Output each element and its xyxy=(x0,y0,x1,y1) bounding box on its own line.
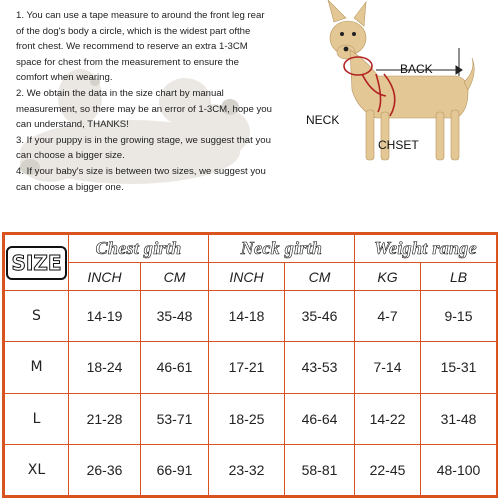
table-cell: 14-19 xyxy=(69,291,141,342)
unit-header: INCH xyxy=(69,263,141,291)
table-cell: 22-45 xyxy=(355,444,421,495)
back-label: BACK xyxy=(400,62,433,76)
table-cell: 35-46 xyxy=(285,291,355,342)
table-cell: 31-48 xyxy=(421,393,497,444)
instruction-line: space for chest from the measurement to ensure the xyxy=(16,56,239,68)
table-cell: 17-21 xyxy=(209,342,285,393)
unit-header: CM xyxy=(285,263,355,291)
table-cell: 18-25 xyxy=(209,393,285,444)
unit-header: INCH xyxy=(209,263,285,291)
table-cell: 46-64 xyxy=(285,393,355,444)
table-cell: 26-36 xyxy=(69,444,141,495)
neck-girth-header: Neck girth xyxy=(240,238,323,258)
table-cell: 46-61 xyxy=(141,342,209,393)
table-cell: 14-18 xyxy=(209,291,285,342)
neck-label: NECK xyxy=(306,113,340,127)
unit-header: CM xyxy=(141,263,209,291)
table-cell: 66-91 xyxy=(141,444,209,495)
chest-label: CHSET xyxy=(378,138,419,152)
table-cell: 21-28 xyxy=(69,393,141,444)
size-header: SIZE xyxy=(6,246,66,280)
size-instructions-text xyxy=(16,8,316,195)
size-chart-table xyxy=(2,232,498,498)
instruction-line: 4. If your baby's size is between two sizes, we suggest you xyxy=(16,165,266,177)
instruction-line: can choose a bigger size. xyxy=(16,150,125,162)
instruction-line: 2. We obtain the data in the size chart by manual xyxy=(16,87,224,99)
instruction-line: 1. You can use a tape measure to around the front leg rear xyxy=(16,10,265,21)
table-cell: 35-48 xyxy=(141,291,209,342)
table-cell: 23-32 xyxy=(209,444,285,495)
table-cell: 58-81 xyxy=(285,444,355,495)
table-cell: 9-15 xyxy=(421,291,497,342)
size-cell: XL xyxy=(5,444,69,495)
size-cell: S xyxy=(5,291,69,342)
table-cell: 18-24 xyxy=(69,342,141,393)
instruction-line: can choose a bigger one. xyxy=(16,181,124,193)
neck-girth-header-cell xyxy=(209,235,355,263)
table-cell: 14-22 xyxy=(355,393,421,444)
chest-girth-header: Chest girth xyxy=(95,238,182,258)
instruction-line: front chest. We recommend to reserve an extra 1-3CM xyxy=(16,41,248,53)
table-cell: 48-100 xyxy=(421,444,497,495)
unit-header-row xyxy=(5,263,497,291)
size-header-cell xyxy=(5,235,69,291)
size-cell: L xyxy=(5,393,69,444)
table-row xyxy=(5,444,497,495)
table-cell: 53-71 xyxy=(141,393,209,444)
table-cell: 4-7 xyxy=(355,291,421,342)
size-cell: M xyxy=(5,342,69,393)
weight-range-header-cell xyxy=(355,235,497,263)
table-cell: 15-31 xyxy=(421,342,497,393)
unit-header: LB xyxy=(421,263,497,291)
instruction-line: of the dog's body a circle, which is the widest part ofthe xyxy=(16,25,251,37)
chihuahua-illustration xyxy=(306,0,500,180)
table-cell: 43-53 xyxy=(285,342,355,393)
instructions-section xyxy=(0,0,500,230)
instruction-line: measurement, so there may be an error of 1-3CM, hope you xyxy=(16,103,272,115)
instruction-line: can understand, THANKS! xyxy=(16,119,129,131)
table-cell: 7-14 xyxy=(355,342,421,393)
instruction-line: comfort when wearing. xyxy=(16,72,113,84)
chest-girth-header-cell xyxy=(69,235,209,263)
group-header-row xyxy=(5,235,497,263)
table-row xyxy=(5,393,497,444)
weight-range-header: Weight range xyxy=(374,238,477,258)
table-row xyxy=(5,342,497,393)
measurement-diagram xyxy=(306,0,500,180)
unit-header: KG xyxy=(355,263,421,291)
instruction-line: 3. If your puppy is in the growing stage, we suggest that you xyxy=(16,134,271,146)
table-row xyxy=(5,291,497,342)
